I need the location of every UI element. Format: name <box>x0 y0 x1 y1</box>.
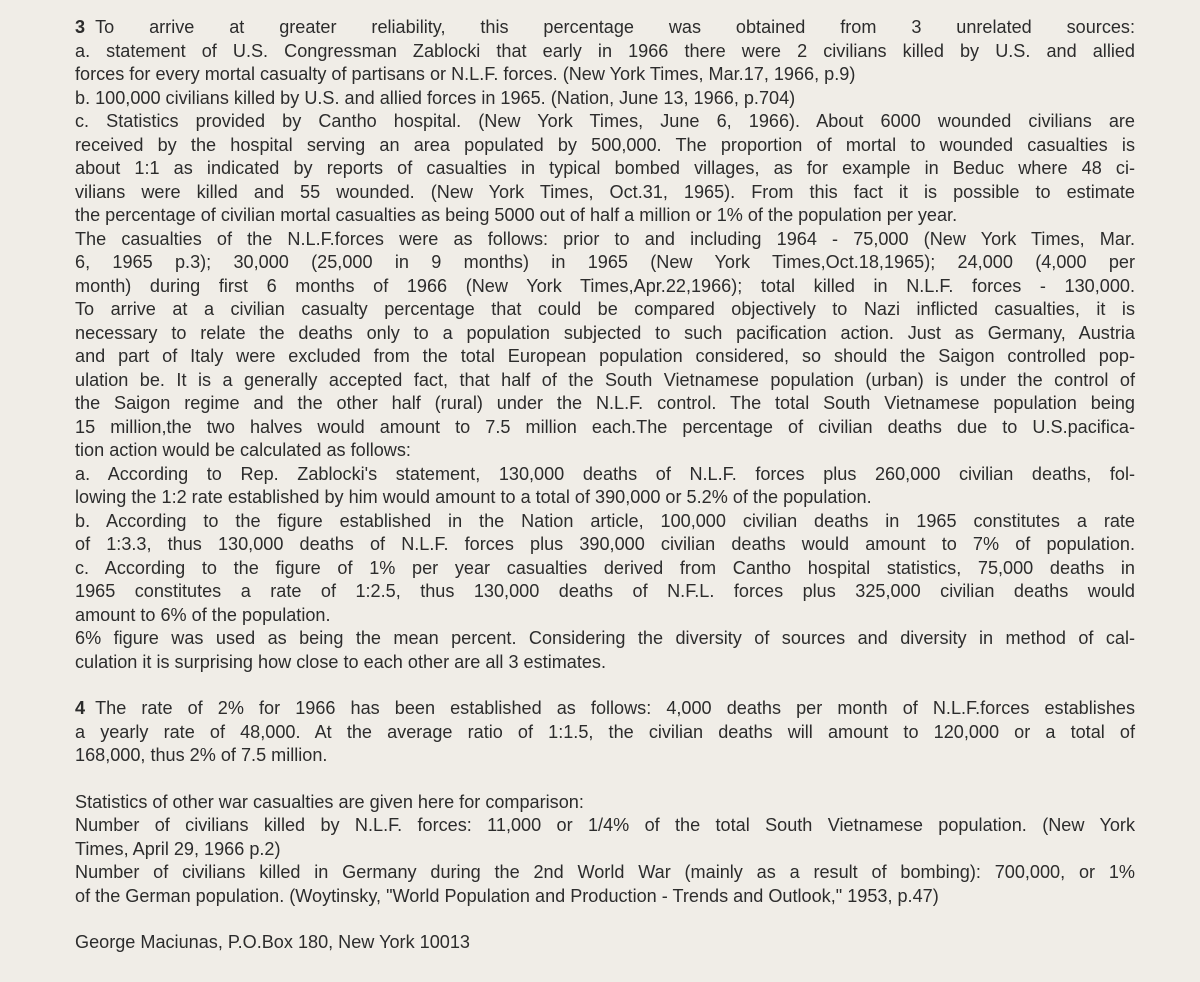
note-3-line: of 1:3.3, thus 130,000 deaths of N.L.F. forces plus 390,000 civilian deaths would amount to 7% of population. <box>75 534 1135 554</box>
note-3-line: c. Statistics provided by Cantho hospital. (New York Times, June 6, 1966). About 6000 wounded civilians are <box>75 111 1135 131</box>
note-3-number: 3 <box>75 17 86 37</box>
comparison-line: Number of civilians killed by N.L.F. forces: 11,000 or 1/4% of the total South Vietnamese population. (New York <box>75 815 1135 835</box>
note-3-line: c. According to the figure of 1% per year casualties derived from Cantho hospital statistics, 75,000 deaths in <box>75 557 1135 578</box>
note-4-line: a yearly rate of 48,000. At the average ratio of 1:1.5, the civilian deaths will amount to 120,000 or a total of <box>75 721 1135 742</box>
comparison-line: Times, April 29, 1966 p.2) <box>75 838 281 859</box>
note-4 <box>75 697 1135 768</box>
note-3-line: 15 million,the two halves would amount to 7.5 million each.The percentage of civilian deaths due to U.S.pacifica- <box>75 416 1135 437</box>
note-3-line: received by the hospital serving an area populated by 500,000. The proportion of mortal to wounded casualties is <box>75 134 1135 155</box>
comparison-line: of the German population. (Woytinsky, "World Population and Production - Trends and Outlook," 1953, p.47) <box>75 885 939 906</box>
paragraph-gap <box>75 768 1135 791</box>
comparison-section <box>75 791 1135 909</box>
note-3-line: b. 100,000 civilians killed by U.S. and allied forces in 1965. (Nation, June 13, 1966, p.704) <box>75 87 796 108</box>
note-3-line: tion action would be calculated as follows: <box>75 440 411 460</box>
note-4-line: 168,000, thus 2% of 7.5 million. <box>75 745 328 765</box>
note-3 <box>75 16 1135 674</box>
note-4-number: 4 <box>75 698 86 718</box>
note-3-line: the percentage of civilian mortal casualties as being 5000 out of half a million or 1% of the population per year. <box>75 205 958 225</box>
note-3-line: To arrive at a civilian casualty percentage that could be compared objectively to Nazi inflicted casualties, it is <box>75 299 1135 319</box>
note-3-line: forces for every mortal casualty of partisans or N.L.F. forces. (New York Times, Mar.17, 1966, p.9) <box>75 64 856 84</box>
paragraph-gap <box>75 908 1135 931</box>
note-3-line: necessary to relate the deaths only to a population subjected to such pacification action. Just as Germany, Austria <box>75 322 1135 343</box>
note-3-line: the Saigon regime and the other half (rural) under the N.L.F. control. The total South Vietnamese population being <box>75 393 1135 413</box>
note-3-line: ulation be. It is a generally accepted fact, that half of the South Vietnamese population (urban) is under the control of <box>75 369 1135 390</box>
note-3-line: vilians were killed and 55 wounded. (New York Times, Oct.31, 1965). From this fact it is possible to estimate <box>75 181 1135 202</box>
document-text <box>75 16 1135 955</box>
note-3-line: 1965 constitutes a rate of 1:2.5, thus 130,000 deaths of N.F.L. forces plus 325,000 civilian deaths would <box>75 581 1135 601</box>
note-3-line: a. According to Rep. Zablocki's statement, 130,000 deaths of N.L.F. forces plus 260,000 civilian deaths, fol- <box>75 463 1135 484</box>
comparison-line: Number of civilians killed in Germany during the 2nd World War (mainly as a result of bombing): 700,000, or 1% <box>75 862 1135 882</box>
note-3-line: The casualties of the N.L.F.forces were as follows: prior to and including 1964 - 75,000 (New York Times, Mar. <box>75 228 1135 249</box>
signature-address: George Maciunas, P.O.Box 180, New York 10013 <box>75 932 470 952</box>
note-3-line: about 1:1 as indicated by reports of casualties in typical bombed villages, as for example in Beduc where 48 ci- <box>75 158 1135 178</box>
note-3-line: and part of Italy were excluded from the total European population considered, so should the Saigon controlled pop- <box>75 346 1135 366</box>
note-3-line: amount to 6% of the population. <box>75 604 331 625</box>
note-4-line: 4 The rate of 2% for 1966 has been established as follows: 4,000 deaths per month of N.L.F.forces establishes <box>75 698 1135 718</box>
note-3-line: 6% figure was used as being the mean percent. Considering the diversity of sources and diversity in method of cal- <box>75 628 1135 648</box>
note-3-line: 6, 1965 p.3); 30,000 (25,000 in 9 months) in 1965 (New York Times,Oct.18,1965); 24,000 (4,000 per <box>75 252 1135 272</box>
note-3-line: a. statement of U.S. Congressman Zablocki that early in 1966 there were 2 civilians killed by U.S. and allied <box>75 40 1135 61</box>
note-3-line: culation it is surprising how close to each other are all 3 estimates. <box>75 651 607 672</box>
note-3-line: month) during first 6 months of 1966 (New York Times,Apr.22,1966); total killed in N.L.F. forces - 130,000. <box>75 275 1135 296</box>
paragraph-gap <box>75 674 1135 697</box>
comparison-line: Statistics of other war casualties are given here for comparison: <box>75 791 584 812</box>
note-3-line: 3 To arrive at greater reliability, this percentage was obtained from 3 unrelated sources: <box>75 17 1135 37</box>
note-3-line: b. According to the figure established in the Nation article, 100,000 civilian deaths in 1965 constitutes a rate <box>75 510 1135 531</box>
note-3-line: lowing the 1:2 rate established by him would amount to a total of 390,000 or 5.2% of the population. <box>75 487 872 507</box>
